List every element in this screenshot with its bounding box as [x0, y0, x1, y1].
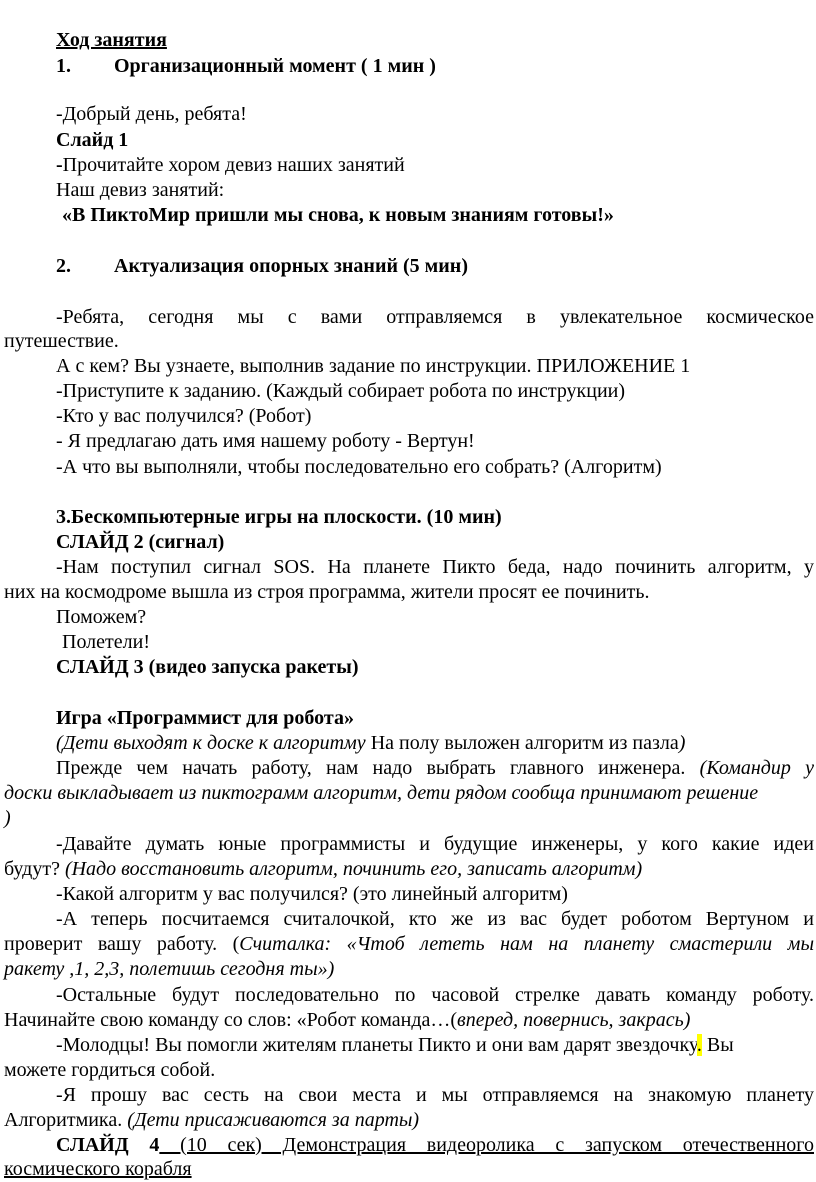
- game-line-8: -Я прошу вас сесть на свои места и мы отправляемся на знакомую планету: [56, 1084, 814, 1106]
- game-title: Игра «Программист для робота»: [56, 707, 354, 729]
- game-line-6-italic: вперед, повернись, закрась): [457, 1009, 691, 1031]
- read-dash: -: [56, 154, 63, 176]
- slide-1-label: Слайд 1: [56, 129, 129, 151]
- game-line-2-cont: доски выкладывает из пиктограмм алгоритм, дети рядом сообща принимают решение: [4, 782, 759, 804]
- game-line-8-normal: Алгоритмика.: [4, 1109, 123, 1131]
- section-2-number: 2.: [56, 255, 71, 277]
- paragraph-robot-name: - Я предлагаю дать имя нашему роботу - Вертун!: [56, 430, 475, 452]
- paragraph-algorithm: -А что вы выполняли, чтобы последовательно его собрать? (Алгоритм): [56, 456, 662, 478]
- game-line-3-normal: будут?: [4, 858, 60, 880]
- lesson-heading: Ход занятия: [56, 29, 167, 51]
- game-line-1-close: ): [678, 732, 686, 754]
- paragraph-appendix: А с кем? Вы узнаете, выполнив задание по инструкции. ПРИЛОЖЕНИЕ 1: [56, 355, 691, 377]
- greeting-line: -Добрый день, ребята!: [56, 103, 247, 125]
- game-line-2-normal: Прежде чем начать работу, нам надо выбрать главного инженера.: [56, 757, 686, 779]
- game-line-7-cont: можете гордиться собой.: [4, 1059, 216, 1081]
- slide-4-line-cont: космического корабля: [4, 1158, 192, 1180]
- slide-4-label: СЛАЙД 4: [56, 1134, 160, 1156]
- highlight-mark: .: [696, 1034, 702, 1056]
- paragraph-journey-cont: путешествие.: [4, 330, 119, 352]
- game-line-1: [56, 731, 685, 755]
- slide-3-label: СЛАЙД 3 (видео запуска ракеты): [56, 656, 359, 678]
- section-3-title: 3.Бескомпьютерные игры на плоскости. (10 мин): [56, 506, 502, 528]
- game-line-5-cont: [4, 932, 814, 956]
- game-line-8-italic: (Дети присаживаются за парты): [122, 1109, 420, 1131]
- paragraph-help: Поможем?: [56, 606, 147, 628]
- game-line-3-italic: (Надо восстановить алгоритм, починить его, записать алгоритм): [59, 858, 643, 880]
- section-2-title: [56, 254, 468, 278]
- motto-intro: Наш девиз занятий:: [56, 179, 225, 201]
- section-2-label: Актуализация опорных знаний (5 мин): [114, 255, 468, 277]
- slide-4-description: (10 сек) Демонстрация видеоролика с запуском отечественного: [159, 1134, 814, 1156]
- paragraph-sos-cont: них на космодроме вышла из строя программа, жители просят ее починить.: [4, 581, 650, 603]
- paragraph-fly: Полетели!: [62, 631, 150, 653]
- section-1-label: Организационный момент ( 1 мин ): [114, 55, 436, 77]
- paragraph-sos: -Нам поступил сигнал SOS. На планете Пикто беда, надо починить алгоритм, у: [56, 556, 814, 578]
- slide-4-line: [56, 1133, 814, 1157]
- game-line-2-close: ): [4, 807, 11, 829]
- read-text: Прочитайте хором девиз наших занятий: [62, 154, 405, 176]
- game-line-8-cont: [4, 1108, 419, 1132]
- game-line-6-normal: Начинайте свою команду со слов: «Робот команда…(: [4, 1009, 458, 1031]
- read-motto-line: [56, 153, 405, 177]
- section-1-number: 1.: [56, 55, 71, 77]
- paragraph-journey: -Ребята, сегодня мы с вами отправляемся в увлекательное космическое: [56, 306, 814, 328]
- game-line-5: -А теперь посчитаемся считалочкой, кто же из вас будет роботом Вертуном и: [56, 908, 814, 930]
- game-line-5-italic: Считалка: «Чтоб лететь нам на планету смастерили мы: [239, 933, 814, 955]
- game-line-5-end: ракету ,1, 2,3, полетишь сегодня ты»): [4, 958, 335, 980]
- game-line-2-italic: (Командир у: [699, 757, 814, 779]
- game-line-7-after: Вы: [701, 1034, 734, 1056]
- game-line-1-italic: (Дети выходят к доске к алгоритму: [56, 732, 366, 754]
- paragraph-start-task: -Приступите к заданию. (Каждый собирает робота по инструкции): [56, 380, 626, 402]
- motto-text: «В ПиктоМир пришли мы снова, к новым знаниям готовы!»: [62, 204, 614, 226]
- game-line-6: -Остальные будут последовательно по часовой стрелке давать команду роботу.: [56, 984, 814, 1006]
- slide-2-label: СЛАЙД 2 (сигнал): [56, 531, 225, 553]
- game-line-4: -Какой алгоритм у вас получился? (это линейный алгоритм): [56, 883, 568, 905]
- game-line-5-normal: проверит вашу работу. (: [4, 933, 240, 955]
- game-line-7-before: -Молодцы! Вы помогли жителям планеты Пикто и они вам дарят звездочку: [56, 1034, 697, 1056]
- game-line-6-cont: [4, 1008, 690, 1032]
- game-line-2: [56, 756, 814, 780]
- game-line-3: -Давайте думать юные программисты и будущие инженеры, у кого какие идеи: [56, 833, 814, 855]
- game-line-7: [56, 1033, 734, 1057]
- game-line-3-cont: [4, 857, 642, 881]
- section-1-title: [56, 54, 436, 78]
- paragraph-who: -Кто у вас получился? (Робот): [56, 405, 312, 427]
- game-line-1-normal: На полу выложен алгоритм из пазла: [365, 732, 679, 754]
